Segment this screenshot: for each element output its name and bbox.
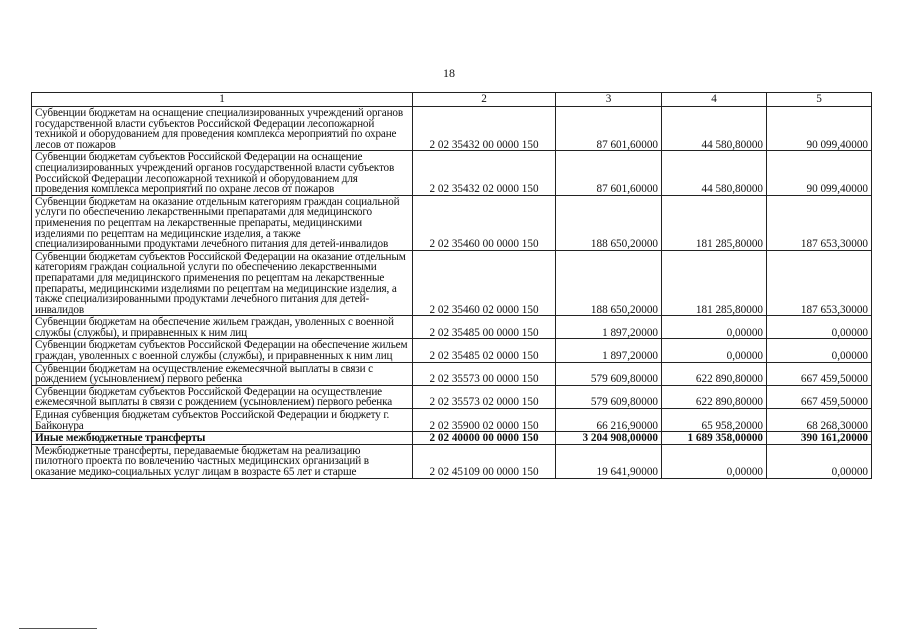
row-value-col5: 667 459,50000 <box>767 362 872 385</box>
row-code: 2 02 35460 00 0000 150 <box>413 195 556 250</box>
row-value-col3: 579 609,80000 <box>556 385 662 408</box>
row-value-col3: 87 601,60000 <box>556 151 662 195</box>
row-code: 2 02 35485 02 0000 150 <box>413 339 556 362</box>
row-value-col5: 667 459,50000 <box>767 385 872 408</box>
table-header-row <box>32 93 872 107</box>
row-value-col3: 188 650,20000 <box>556 195 662 250</box>
row-value-col5: 187 653,30000 <box>767 250 872 316</box>
row-value-col4: 622 890,80000 <box>662 385 767 408</box>
table-row <box>32 250 872 316</box>
row-code: 2 02 35485 00 0000 150 <box>413 316 556 339</box>
row-description: Межбюджетные трансферты, передаваемые бюджетам на реализацию пилотного проекта по вовлечению частных медицинских организаций в оказание медико-социальных услуг лицам в возрасте 65 лет и старше <box>32 444 413 478</box>
row-value-col4: 181 285,80000 <box>662 195 767 250</box>
row-description: Субвенции бюджетам на оказание отдельным категориям граждан социальной услуги по обеспечению лекарственными препаратами для медицинского применения по рецептам на лекарственные препараты, медицинскими изделиями по рецептам на медицинские изделия, а также специализированными продуктами лечебного питания для детей-инвалидов <box>32 195 413 250</box>
row-description: Иные межбюджетные трансферты <box>32 432 413 445</box>
row-value-col4: 0,00000 <box>662 339 767 362</box>
row-code: 2 02 35460 02 0000 150 <box>413 250 556 316</box>
row-value-col3: 188 650,20000 <box>556 250 662 316</box>
row-value-col5: 187 653,30000 <box>767 195 872 250</box>
row-value-col5: 0,00000 <box>767 444 872 478</box>
row-description: Единая субвенция бюджетам субъектов Российской Федерации и бюджету г. Байконура <box>32 409 413 432</box>
row-value-col3: 66 216,90000 <box>556 409 662 432</box>
row-value-col4: 1 689 358,00000 <box>662 432 767 445</box>
column-header: 3 <box>556 93 662 107</box>
table-row <box>32 409 872 432</box>
row-code: 2 02 35573 00 0000 150 <box>413 362 556 385</box>
row-value-col3: 3 204 908,00000 <box>556 432 662 445</box>
table-row <box>32 151 872 195</box>
row-code: 2 02 45109 00 0000 150 <box>413 444 556 478</box>
row-description: Субвенции бюджетам субъектов Российской Федерации на обеспечение жильем граждан, уволенных с военной службы (службы), и приравненных к ним лиц <box>32 339 413 362</box>
column-header: 2 <box>413 93 556 107</box>
row-code: 2 02 35900 02 0000 150 <box>413 409 556 432</box>
column-header: 1 <box>32 93 413 107</box>
row-description: Субвенции бюджетам субъектов Российской Федерации на оказание отдельным категориям граждан социальной услуги по обеспечению лекарственными препаратами для медицинского применения по рецептам на лекарственные препараты, медицинскими изделиями по рецептам на медицинские изделия, а также специализированными продуктами лечебного питания для детей-инвалидов <box>32 250 413 316</box>
table-row <box>32 195 872 250</box>
row-value-col5: 0,00000 <box>767 316 872 339</box>
row-value-col4: 44 580,80000 <box>662 151 767 195</box>
page-number: 18 <box>443 66 455 80</box>
column-header: 5 <box>767 93 872 107</box>
row-description: Субвенции бюджетам субъектов Российской Федерации на оснащение специализированных учреждений органов государственной власти субъектов Российской Федерации лесопожарной техникой и оборудованием для проведения комплекса мероприятий по охране лесов от пожаров <box>32 151 413 195</box>
row-value-col5: 390 161,20000 <box>767 432 872 445</box>
row-description: Субвенции бюджетам на обеспечение жильем граждан, уволенных с военной службы (службы), и приравненных к ним лиц <box>32 316 413 339</box>
footer-rule <box>19 628 97 629</box>
column-header: 4 <box>662 93 767 107</box>
row-description: Субвенции бюджетам на осуществление ежемесячной выплаты в связи с рождением (усыновлением) первого ребенка <box>32 362 413 385</box>
row-value-col4: 0,00000 <box>662 316 767 339</box>
row-value-col5: 0,00000 <box>767 339 872 362</box>
row-code: 2 02 35432 00 0000 150 <box>413 107 556 151</box>
row-value-col3: 87 601,60000 <box>556 107 662 151</box>
row-value-col5: 90 099,40000 <box>767 151 872 195</box>
row-value-col4: 622 890,80000 <box>662 362 767 385</box>
row-value-col3: 1 897,20000 <box>556 339 662 362</box>
row-value-col4: 44 580,80000 <box>662 107 767 151</box>
row-value-col5: 68 268,30000 <box>767 409 872 432</box>
row-code: 2 02 35573 02 0000 150 <box>413 385 556 408</box>
row-value-col4: 181 285,80000 <box>662 250 767 316</box>
row-value-col4: 0,00000 <box>662 444 767 478</box>
table-row <box>32 339 872 362</box>
row-value-col3: 1 897,20000 <box>556 316 662 339</box>
row-value-col3: 579 609,80000 <box>556 362 662 385</box>
row-description: Субвенции бюджетам на оснащение специализированных учреждений органов государственной власти субъектов Российской Федерации лесопожарной техникой и оборудованием для проведения комплекса мероприятий по охране лесов от пожаров <box>32 107 413 151</box>
table-row <box>32 362 872 385</box>
row-code: 2 02 40000 00 0000 150 <box>413 432 556 445</box>
row-value-col3: 19 641,90000 <box>556 444 662 478</box>
table-row <box>32 444 872 478</box>
budget-table <box>31 92 872 479</box>
row-description: Субвенции бюджетам субъектов Российской Федерации на осуществление ежемесячной выплаты в связи с рождением (усыновлением) первого ребенка <box>32 385 413 408</box>
table-row <box>32 107 872 151</box>
table-row <box>32 316 872 339</box>
table-row <box>32 385 872 408</box>
row-value-col5: 90 099,40000 <box>767 107 872 151</box>
table-row-subtotal <box>32 432 872 445</box>
row-code: 2 02 35432 02 0000 150 <box>413 151 556 195</box>
row-value-col4: 65 958,20000 <box>662 409 767 432</box>
